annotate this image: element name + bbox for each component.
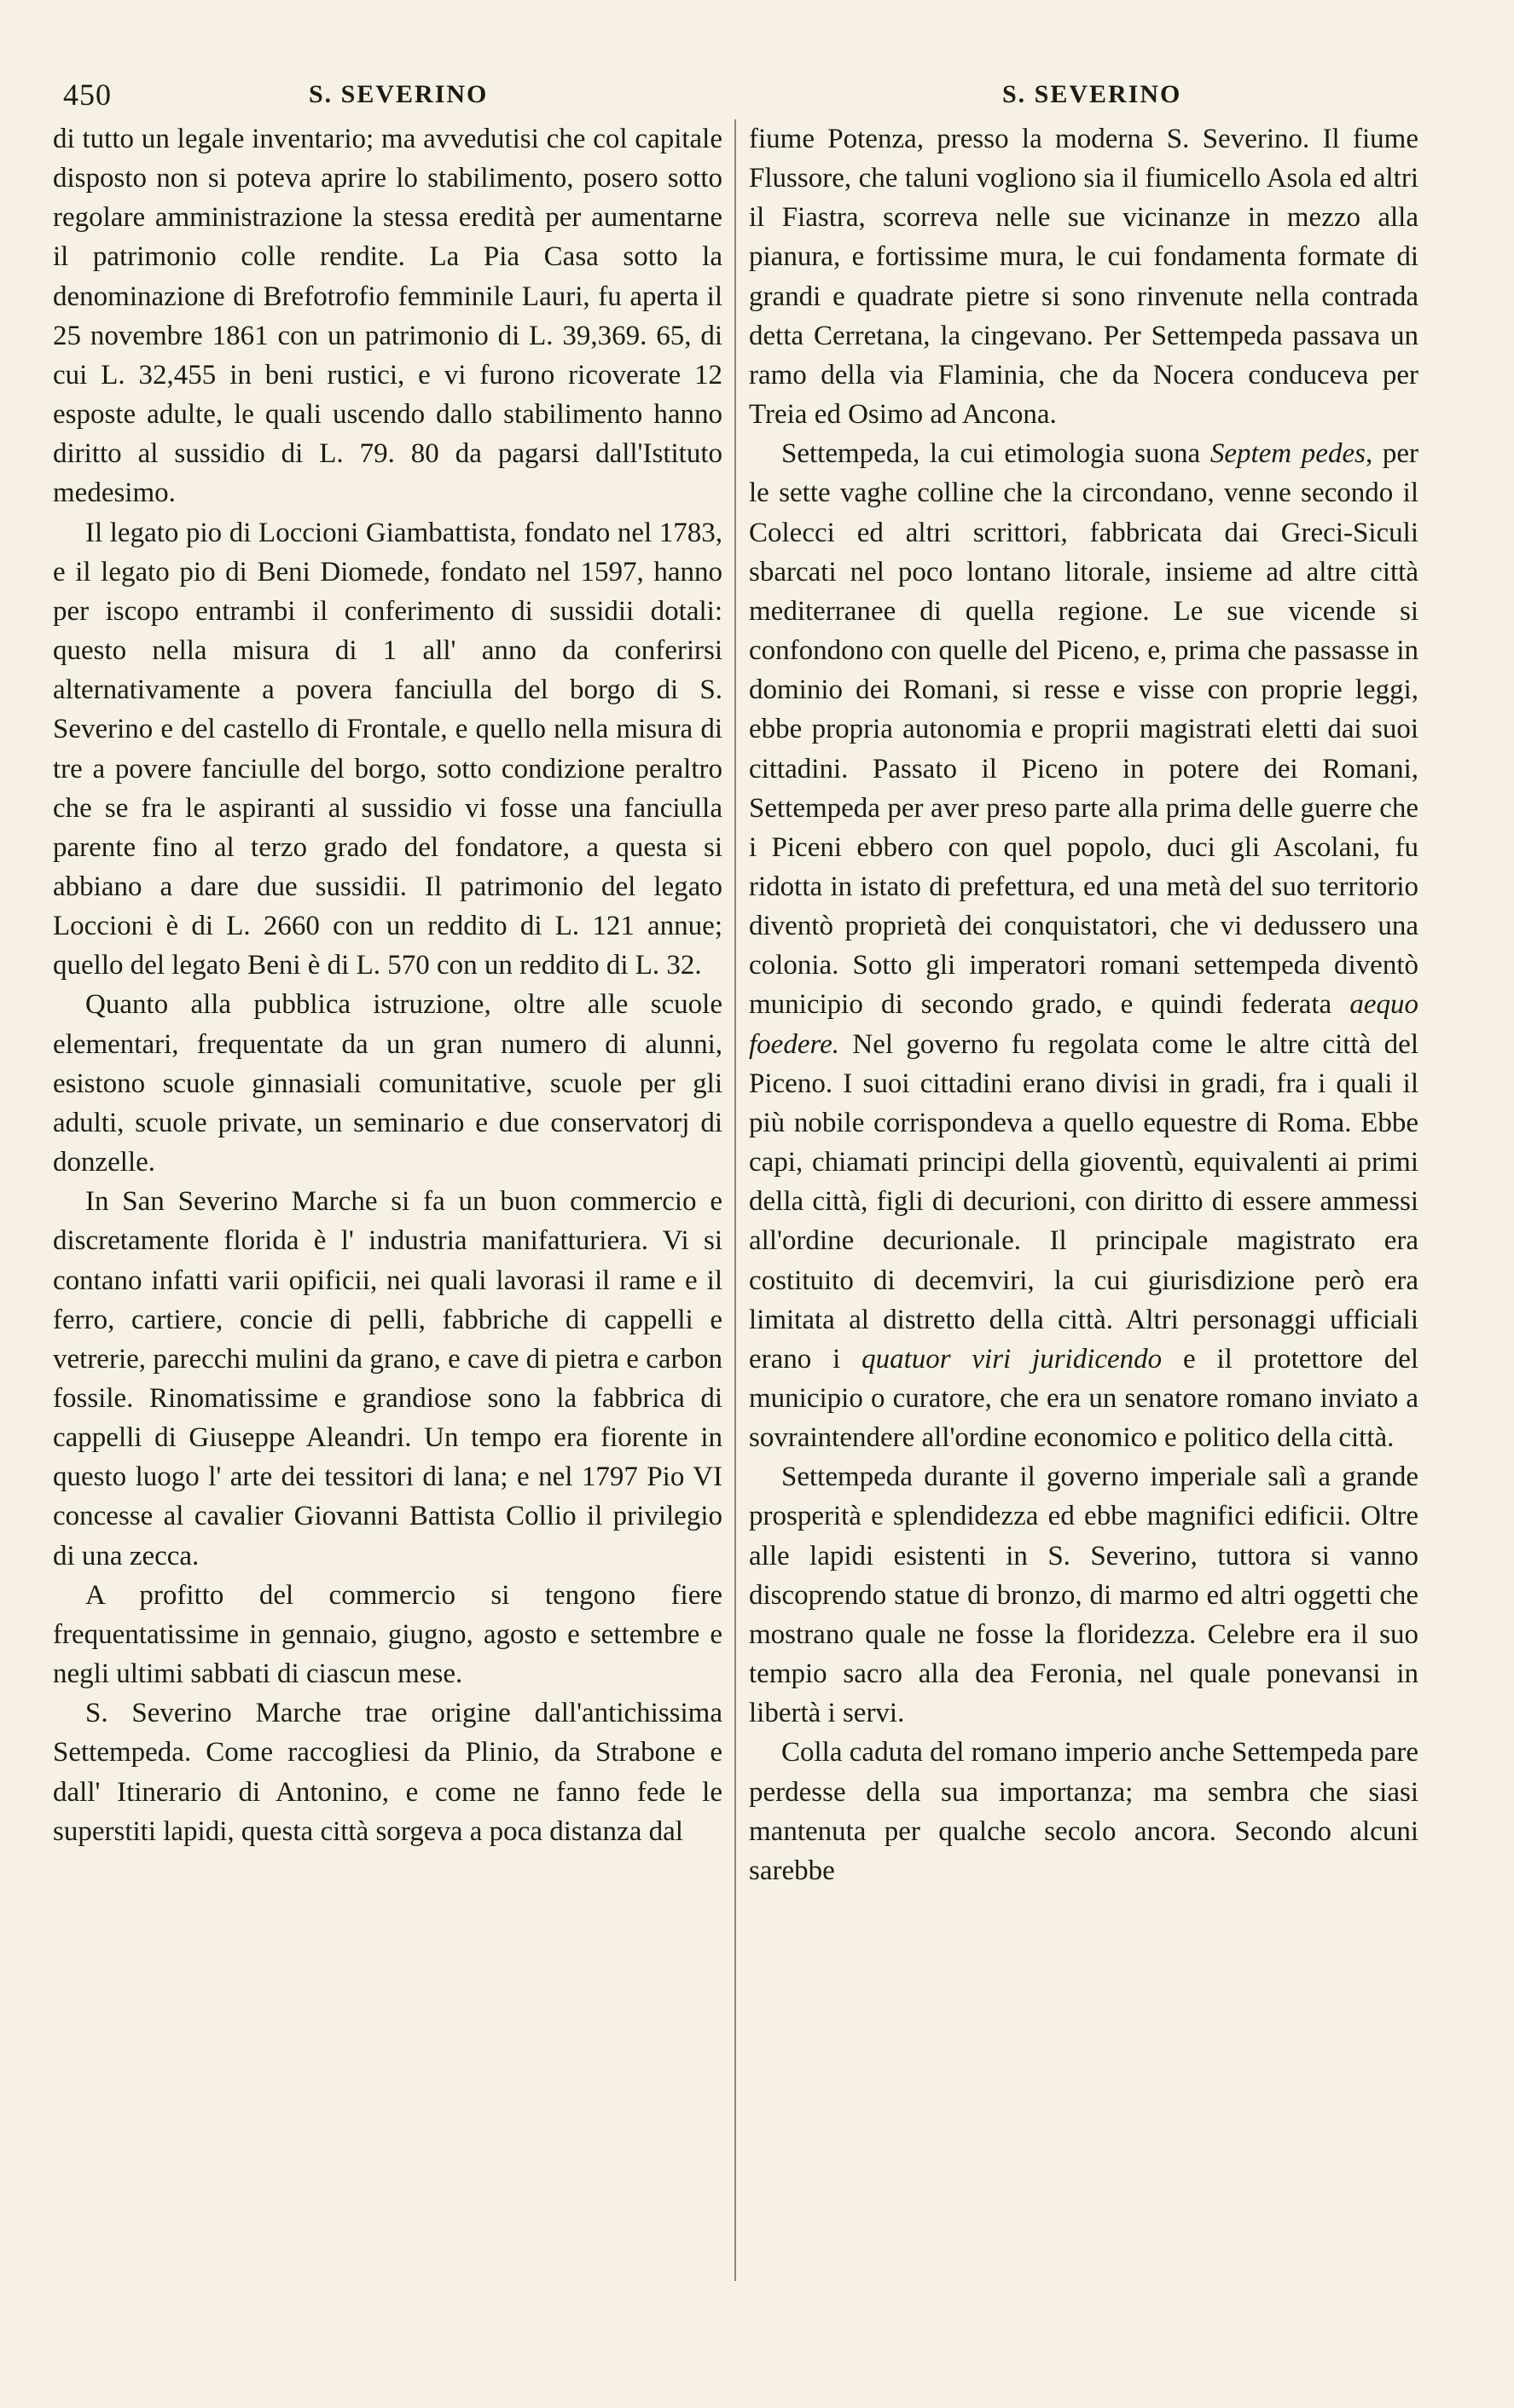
text-run: , per le sette vaghe colline che la circondano, venne secondo il Colecci ed altri scrittori, fabbricata dai Greci-Siculi sbarcati nel poco lontano litorale, insieme ad altre città mediterranee di quella regione. Le sue vicende si confondono con quelle del Piceno, e, prima che passasse in dominio dei Romani, si resse e visse con proprie leggi, ebbe propria autonomia e proprii magistrati eletti dai suoi cittadini. Passato il Piceno in potere dei Romani, Settempeda per aver preso parte alla prima delle guerre che i Piceni ebbero con quel popolo, duci gli Ascolani, fu ridotta in istato di prefettura, ed una metà del suo territorio diventò proprietà dei conquistatori, che vi dedussero una colonia. Sotto gli imperatori romani settempeda diventò municipio di secondo grado, e quindi federata <box>749 438 1418 1021</box>
left-page-header <box>53 77 752 119</box>
paragraph: In San Severino Marche si fa un buon commercio e discretamente florida è l' industria manifatturiera. Vi si contano infatti varii opificii, nei quali lavorasi il rame e il ferro, cartiere, concie di pelli, fabbriche di cappelli e vetrerie, parecchi mulini da grano, e cave di pietra e carbon fossile. Rinomatissime e grandiose sono la fabbrica di cappelli di Giuseppe Aleandri. Un tempo era fiorente in questo luogo l' arte dei tessitori di lana; e nel 1797 Pio VI concesse al cavalier Giovanni Battista Collio il privilegio di una zecca. <box>53 1186 722 1572</box>
left-text-column <box>53 119 722 1851</box>
paragraph: Quanto alla pubblica istruzione, oltre alle scuole elementari, frequentate da un gran numero di alunni, esistono scuole ginnasiali comunitative, scuole per gli adulti, scuole private, un seminario e due conservatorj di donzelle. <box>53 989 722 1178</box>
latin-phrase: aequo foedere. <box>749 989 1418 1060</box>
latin-phrase: Septem pedes <box>1209 438 1366 470</box>
paragraph <box>749 434 1418 1457</box>
right-page-header <box>746 77 1446 119</box>
page-number: 450 <box>63 78 112 112</box>
column-divider <box>734 119 736 2281</box>
latin-phrase: quatuor viri juridicendo <box>861 1343 1163 1375</box>
text-run: Settempeda, la cui etimologia suona <box>781 438 1210 470</box>
right-text-column <box>749 119 1418 1890</box>
paragraph: A profitto del commercio si tengono fiere frequentatissime in gennaio, giugno, agosto e settembre e negli ultimi sabbati di ciascun mese. <box>53 1579 722 1690</box>
paragraph: Colla caduta del romano imperio anche Settempeda pare perdesse della sua importanza; ma sembra che siasi mantenuta per qualche secolo ancora. Secondo alcuni sarebbe <box>749 1737 1418 1886</box>
running-title-right: S. SEVERINO <box>1002 80 1182 108</box>
running-title-left: S. SEVERINO <box>309 80 489 108</box>
paragraph: Settempeda durante il governo imperiale salì a grande prosperità e splendidezza ed ebbe magnifici edificii. Oltre alle lapidi esistenti in S. Severino, tuttora si vanno discoprendo statue di bronzo, di marmo ed altri oggetti che mostrano quale ne fosse la floridezza. Celebre era il suo tempio sacro alla dea Feronia, nel quale ponevansi in libertà i servi. <box>749 1462 1418 1729</box>
text-run: e il protettore del municipio o curatore, che era un senatore romano inviato a sovraintendere all'ordine economico e politico della città. <box>749 1343 1419 1454</box>
paragraph: di tutto un legale inventario; ma avvedutisi che col capitale disposto non si poteva aprire lo stabilimento, posero sotto regolare amministrazione la stessa eredità per aumentarne il patrimonio colle rendite. La Pia Casa sotto la denominazione di Brefotrofio femminile Lauri, fu aperta il 25 novembre 1861 con un patrimonio di L. 39,369. 65, di cui L. 32,455 in beni rustici, e vi furono ricoverate 12 esposte adulte, le quali uscendo dallo stabilimento hanno diritto al sussidio di L. 79. 80 da pagarsi dall'Istituto medesimo. <box>53 124 722 509</box>
paragraph: fiume Potenza, presso la moderna S. Severino. Il fiume Flussore, che taluni vogliono sia il fiumicello Asola ed altri il Fiastra, scorreva nelle sue vicinanze in mezzo alla pianura, e fortissime mura, le cui fondamenta formate di grandi e quadrate pietre si sono rinvenute nella contrada detta Cerretana, la cingevano. Per Settempeda passava un ramo della via Flaminia, che da Nocera conduceva per Treia ed Osimo ad Ancona. <box>749 124 1418 431</box>
text-run: Nel governo fu regolata come le altre città del Piceno. I suoi cittadini erano divisi in gradi, fra i quali il più nobile corrispondeva a quello equestre di Roma. Ebbe capi, chiamati principi della gioventù, equivalenti ai primi della città, figli di decurioni, con diritto di essere ammessi all'ordine decurionale. Il principale magistrato era costituito di decemviri, la cui giurisdizione però era limitata al distretto della città. Altri personaggi ufficiali erano i <box>749 1028 1418 1375</box>
paragraph: Il legato pio di Loccioni Giambattista, fondato nel 1783, e il legato pio di Beni Diomede, fondato nel 1597, hanno per iscopo entrambi il conferimento di sussidii dotali: questo nella misura di 1 all' anno da conferirsi alternativamente a povera fanciulla del borgo di S. Severino e del castello di Frontale, e quello nella misura di tre a povere fanciulle del borgo, sotto condizione peraltro che se fra le aspiranti al sussidio vi fosse una fanciulla parente fino al terzo grado del fondatore, a questa si abbiano a dare due sussidii. Il patrimonio del legato Loccioni è di L. 2660 con un reddito di L. 121 annue; quello del legato Beni è di L. 570 con un reddito di L. 32. <box>53 517 722 981</box>
paragraph: S. Severino Marche trae origine dall'antichissima Settempeda. Come raccogliesi da Plinio, da Strabone e dall' Itinerario di Antonino, e come ne fanno fede le superstiti lapidi, questa città sorgeva a poca distanza dal <box>53 1698 722 1847</box>
